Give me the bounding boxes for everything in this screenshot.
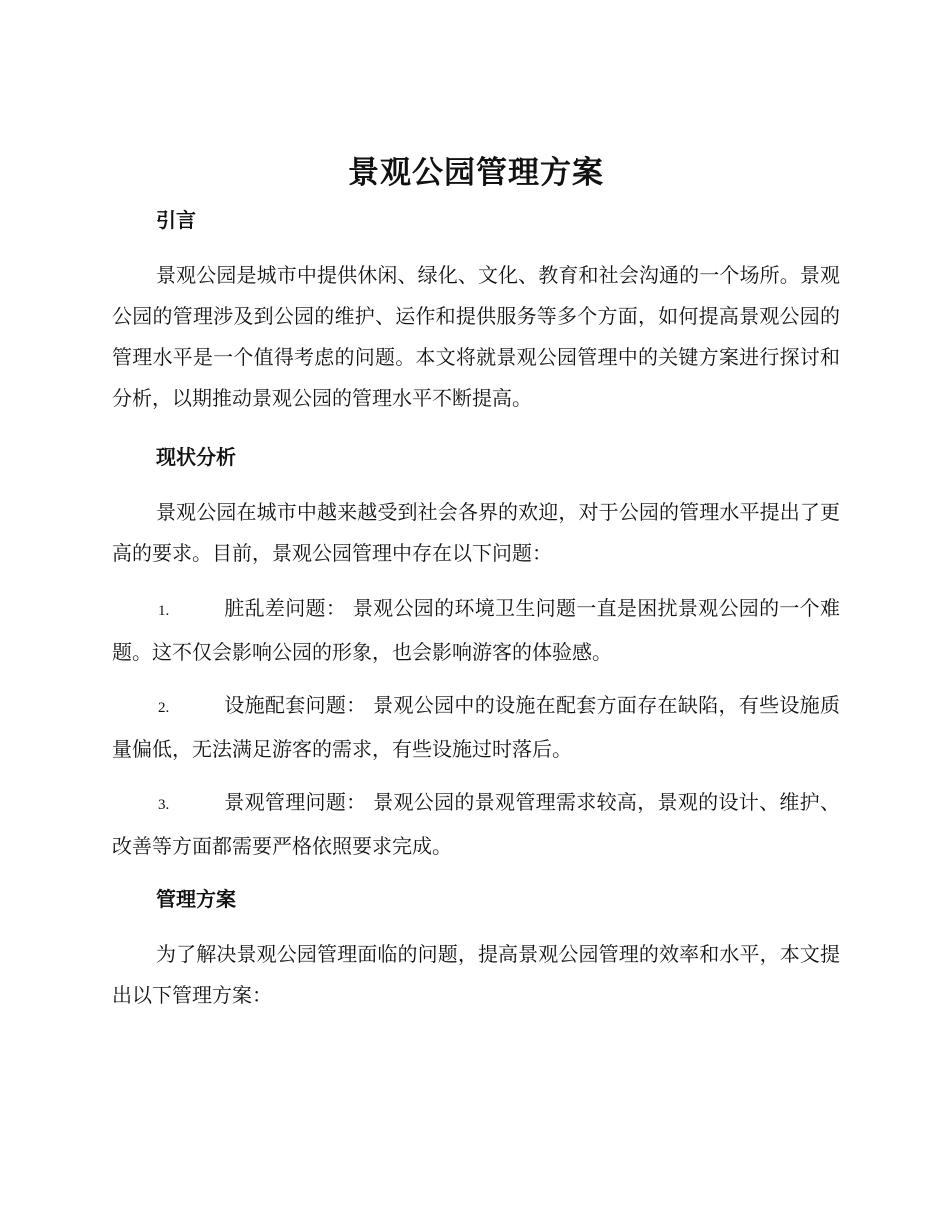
list-item: [112, 782, 840, 867]
list-item-text: 景观管理问题： 景观公园的景观管理需求较高，景观的设计、维护、改善等方面都需要严格依照要求完成。: [112, 790, 840, 858]
intro-paragraph: 景观公园是城市中提供休闲、绿化、文化、教育和社会沟通的一个场所。景观公园的管理涉及到公园的维护、运作和提供服务等多个方面，如何提高景观公园的管理水平是一个值得考虑的问题。本文将就景观公园管理中的关键方案进行探讨和分析，以期推动景观公园的管理水平不断提高。: [112, 263, 840, 410]
list-item: [112, 588, 840, 673]
section-heading-management-plan: 管理方案: [156, 887, 236, 911]
list-item-number: 3.: [158, 797, 170, 813]
list-item-number: 1.: [158, 603, 170, 619]
list-item-text: 脏乱差问题： 景观公园的环境卫生问题一直是困扰景观公园的一个难题。这不仅会影响公园的形象，也会影响游客的体验感。: [112, 596, 840, 664]
list-item: [112, 685, 840, 770]
list-item-number: 2.: [158, 700, 170, 716]
plan-paragraph: 为了解决景观公园管理面临的问题，提高景观公园管理的效率和水平，本文提出以下管理方案：: [112, 942, 840, 1007]
status-paragraph: 景观公园在城市中越来越受到社会各界的欢迎，对于公园的管理水平提出了更高的要求。目前，景观公园管理中存在以下问题：: [112, 500, 840, 565]
section-heading-status-analysis: 现状分析: [156, 445, 236, 469]
document-title: 景观公园管理方案: [348, 155, 604, 191]
list-item-text: 设施配套问题： 景观公园中的设施在配套方面存在缺陷，有些设施质量偏低，无法满足游客的需求，有些设施过时落后。: [112, 693, 840, 761]
section-heading-introduction: 引言: [156, 208, 196, 232]
